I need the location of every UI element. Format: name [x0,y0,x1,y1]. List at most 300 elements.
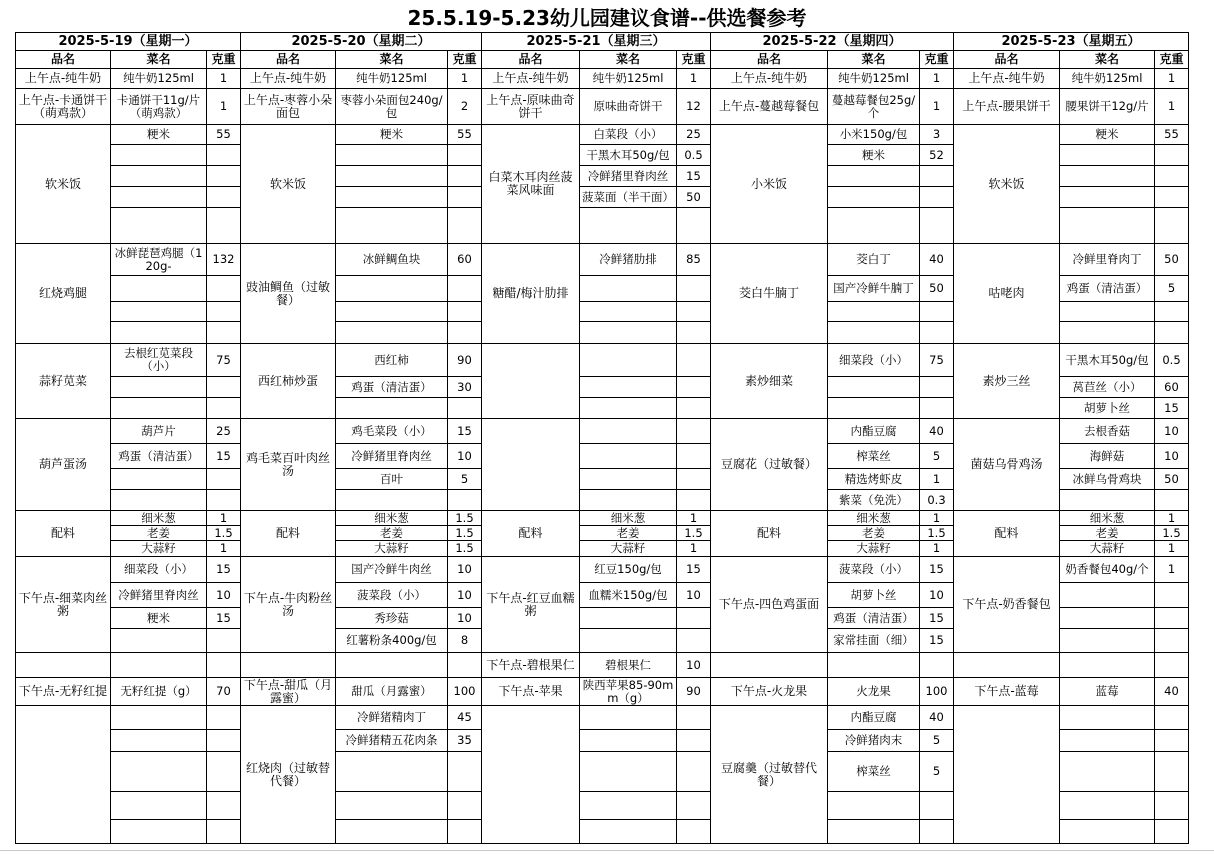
dish-name: 上午点-纯牛奶 [16,69,111,89]
ingredient-name [580,629,677,653]
ingredient-weight [677,276,711,302]
ingredient-weight: 52 [920,145,954,166]
dish-name: 下午点-四色鸡蛋面 [711,557,828,653]
dish-name: 上午点-纯牛奶 [711,69,828,89]
ingredient-name: 细菜段（小） [828,344,920,377]
ingredient-name: 细米葱 [580,511,677,526]
page-title: 25.5.19-5.23幼儿园建议食谱--供选餐参考 [407,6,807,30]
ingredient-name [111,166,207,187]
ingredient-weight: 5 [920,752,954,792]
ingredient-weight [1155,583,1189,608]
column-header-item: 品名 [482,51,580,69]
ingredient-weight [920,820,954,844]
dish-name: 配料 [241,511,336,557]
ingredient-name [336,208,448,244]
day-header: 2025-5-19（星期一） [16,33,241,51]
ingredient-name [828,187,920,208]
ingredient-name [111,208,207,244]
ingredient-weight [207,166,241,187]
dish-name: 素炒三丝 [954,344,1060,419]
dish-name: 上午点-原味曲奇饼干 [482,89,580,125]
ingredient-name [111,752,207,792]
ingredient-name: 冷鲜里脊肉丁 [1060,244,1155,276]
ingredient-name: 大蒜籽 [828,541,920,557]
ingredient-weight: 15 [207,608,241,629]
ingredient-name: 细米葱 [336,511,448,526]
ingredient-name: 海鲜菇 [1060,444,1155,469]
dish-name: 下午点-奶香餐包 [954,557,1060,653]
ingredient-weight: 15 [207,444,241,469]
ingredient-weight [677,377,711,398]
ingredient-weight [677,752,711,792]
dish-name: 下午点-蓝莓 [954,678,1060,706]
ingredient-name: 火龙果 [828,678,920,706]
ingredient-name: 鸡毛菜段（小） [336,419,448,444]
ingredient-name [336,653,448,678]
ingredient-name [336,752,448,792]
ingredient-weight [448,302,482,322]
ingredient-name: 冷鲜猪里脊肉丝 [111,583,207,608]
ingredient-name [111,792,207,820]
ingredient-name: 纯牛奶125ml [336,69,448,89]
ingredient-weight: 70 [207,678,241,706]
ingredient-name: 葫芦片 [111,419,207,444]
ingredient-name [1060,302,1155,322]
ingredient-weight [207,187,241,208]
ingredient-name [580,208,677,244]
dish-name: 上午点-蔓越莓餐包 [711,89,828,125]
ingredient-weight: 0.5 [1155,344,1189,377]
ingredient-weight [1155,792,1189,820]
ingredient-weight: 1 [207,69,241,89]
ingredient-weight: 50 [920,276,954,302]
ingredient-name [336,302,448,322]
column-header-weight: 克重 [920,51,954,69]
ingredient-weight [207,820,241,844]
ingredient-weight: 1 [1155,89,1189,125]
ingredient-weight: 75 [920,344,954,377]
ingredient-name: 去根红苋菜段（小） [111,344,207,377]
ingredient-weight: 3 [920,125,954,145]
ingredient-name [580,419,677,444]
ingredient-weight [677,469,711,490]
ingredient-weight: 55 [207,125,241,145]
ingredient-name [336,820,448,844]
ingredient-weight: 10 [677,583,711,608]
dish-name: 素炒细菜 [711,344,828,419]
ingredient-name [1060,490,1155,511]
ingredient-weight [448,276,482,302]
column-header-ingredient: 菜名 [828,51,920,69]
ingredient-weight [1155,490,1189,511]
ingredient-name: 腰果饼干12g/片 [1060,89,1155,125]
ingredient-weight: 5 [448,469,482,490]
dish-name: 上午点-纯牛奶 [954,69,1060,89]
ingredient-name [580,322,677,344]
ingredient-name [111,629,207,653]
ingredient-weight [1155,145,1189,166]
ingredient-name: 枣蓉小朵面包240g/包 [336,89,448,125]
ingredient-name [1060,752,1155,792]
ingredient-weight [207,302,241,322]
ingredient-weight [677,444,711,469]
dish-name: 上午点-枣蓉小朵面包 [241,89,336,125]
ingredient-weight [1155,653,1189,678]
ingredient-name [1060,706,1155,730]
dish-name: 下午点-苹果 [482,678,580,706]
ingredient-name: 大蒜籽 [580,541,677,557]
ingredient-weight: 15 [1155,398,1189,419]
ingredient-weight: 25 [677,125,711,145]
dish-name [954,653,1060,678]
ingredient-weight: 10 [677,653,711,678]
ingredient-weight [677,730,711,752]
ingredient-weight [448,208,482,244]
ingredient-weight: 0.3 [920,490,954,511]
ingredient-name [1060,208,1155,244]
ingredient-name: 细米葱 [828,511,920,526]
ingredient-name: 老姜 [1060,526,1155,541]
ingredient-name: 冷鲜猪肉末 [828,730,920,752]
ingredient-weight [1155,820,1189,844]
dish-name: 上午点-卡通饼干（萌鸡款） [16,89,111,125]
ingredient-weight: 5 [920,444,954,469]
dish-name: 红烧肉（过敏替代餐） [241,706,336,844]
ingredient-name [1060,583,1155,608]
dish-name [482,706,580,844]
ingredient-name [111,706,207,730]
column-header-weight: 克重 [1155,51,1189,69]
ingredient-name: 去根香菇 [1060,419,1155,444]
ingredient-name: 细米葱 [111,511,207,526]
ingredient-weight: 45 [448,706,482,730]
ingredient-name: 鸡蛋（清洁蛋） [1060,276,1155,302]
ingredient-weight [207,730,241,752]
ingredient-name: 鸡蛋（清洁蛋） [336,377,448,398]
column-header-weight: 克重 [207,51,241,69]
ingredient-weight: 1.5 [448,541,482,557]
ingredient-name [828,398,920,419]
ingredient-name: 细菜段（小） [111,557,207,583]
ingredient-name [580,752,677,792]
ingredient-weight [677,398,711,419]
ingredient-weight: 1 [1155,541,1189,557]
ingredient-name: 国产冷鲜牛腩丁 [828,276,920,302]
ingredient-name: 鸡蛋（清洁蛋） [828,608,920,629]
ingredient-weight: 8 [448,629,482,653]
column-header-ingredient: 菜名 [111,51,207,69]
ingredient-name: 冷鲜猪肋排 [580,244,677,276]
dish-name: 白菜木耳肉丝菠菜风味面 [482,125,580,244]
dish-name: 配料 [954,511,1060,557]
ingredient-name [828,792,920,820]
ingredient-name [580,377,677,398]
ingredient-name: 菠菜段（小） [828,557,920,583]
ingredient-weight: 15 [920,557,954,583]
ingredient-name [111,730,207,752]
ingredient-weight: 50 [1155,469,1189,490]
dish-name: 上午点-纯牛奶 [241,69,336,89]
ingredient-name: 榨菜丝 [828,752,920,792]
ingredient-name [1060,653,1155,678]
dish-name: 下午点-牛肉粉丝汤 [241,557,336,653]
ingredient-weight [1155,187,1189,208]
ingredient-weight: 10 [448,608,482,629]
ingredient-name: 菠菜面（半干面） [580,187,677,208]
ingredient-weight [207,276,241,302]
ingredient-name: 国产冷鲜牛肉丝 [336,557,448,583]
dish-name: 下午点-无籽红提 [16,678,111,706]
column-header-weight: 克重 [448,51,482,69]
menu-table [15,32,1189,844]
ingredient-weight: 1 [920,541,954,557]
ingredient-name [580,792,677,820]
ingredient-weight [207,208,241,244]
dish-name: 小米饭 [711,125,828,244]
ingredient-name [580,469,677,490]
ingredient-weight [448,820,482,844]
ingredient-name: 碧根果仁 [580,653,677,678]
ingredient-weight: 15 [920,629,954,653]
ingredient-weight: 25 [207,419,241,444]
ingredient-weight [677,322,711,344]
ingredient-weight [1155,322,1189,344]
ingredient-weight: 10 [1155,419,1189,444]
ingredient-name: 莴苣丝（小） [1060,377,1155,398]
ingredient-weight: 1.5 [677,526,711,541]
ingredient-name: 粳米 [111,125,207,145]
ingredient-name [828,322,920,344]
ingredient-name: 大蒜籽 [336,541,448,557]
ingredient-name [111,377,207,398]
ingredient-weight [1155,629,1189,653]
ingredient-name [111,398,207,419]
ingredient-name [580,444,677,469]
ingredient-name: 纯牛奶125ml [828,69,920,89]
ingredient-weight: 1.5 [448,511,482,526]
ingredient-name [111,276,207,302]
ingredient-weight [448,145,482,166]
ingredient-weight: 1 [677,69,711,89]
dish-name: 下午点-细菜肉丝粥 [16,557,111,653]
ingredient-weight: 60 [448,244,482,276]
ingredient-name: 菠菜段（小） [336,583,448,608]
ingredient-weight: 10 [920,583,954,608]
column-header-item: 品名 [711,51,828,69]
ingredient-name [111,322,207,344]
ingredient-weight [920,377,954,398]
ingredient-name [828,208,920,244]
ingredient-weight [207,653,241,678]
dish-name [16,653,111,678]
ingredient-weight [1155,706,1189,730]
ingredient-name [828,820,920,844]
ingredient-weight: 90 [677,678,711,706]
ingredient-weight [207,792,241,820]
column-header-item: 品名 [241,51,336,69]
ingredient-name: 大蒜籽 [1060,541,1155,557]
ingredient-name: 冷鲜猪精五花肉条 [336,730,448,752]
ingredient-weight [920,302,954,322]
dish-name: 下午点-甜瓜（月露蜜） [241,678,336,706]
dish-name: 下午点-红豆血糯粥 [482,557,580,653]
ingredient-name: 冰鲜琵琶鸡腿（120g- [111,244,207,276]
ingredient-weight: 1 [207,541,241,557]
ingredient-name: 蔓越莓餐包25g/个 [828,89,920,125]
ingredient-weight: 35 [448,730,482,752]
ingredient-name [580,706,677,730]
ingredient-name: 鸡蛋（清洁蛋） [111,444,207,469]
ingredient-name: 血糯米150g/包 [580,583,677,608]
dish-name: 配料 [711,511,828,557]
ingredient-weight [920,398,954,419]
ingredient-name: 小米150g/包 [828,125,920,145]
dish-name: 红烧鸡腿 [16,244,111,344]
dish-name: 下午点-碧根果仁 [482,653,580,678]
ingredient-weight: 1 [207,89,241,125]
ingredient-weight: 1 [920,89,954,125]
ingredient-name: 干黑木耳50g/包 [1060,344,1155,377]
ingredient-weight: 12 [677,89,711,125]
ingredient-name: 粳米 [336,125,448,145]
dish-name: 软米饭 [954,125,1060,244]
ingredient-name [111,469,207,490]
ingredient-name: 老姜 [828,526,920,541]
dish-name: 配料 [16,511,111,557]
dish-name: 西红柿炒蛋 [241,344,336,419]
ingredient-weight: 75 [207,344,241,377]
dish-name: 葫芦蛋汤 [16,419,111,511]
ingredient-name: 蓝莓 [1060,678,1155,706]
ingredient-name: 家常挂面（细） [828,629,920,653]
ingredient-weight [677,629,711,653]
ingredient-name [336,145,448,166]
ingredient-name [580,608,677,629]
ingredient-weight [207,490,241,511]
ingredient-weight: 40 [920,706,954,730]
ingredient-weight [920,792,954,820]
ingredient-name: 甜瓜（月露蜜） [336,678,448,706]
ingredient-name: 冷鲜猪精肉丁 [336,706,448,730]
ingredient-weight: 100 [920,678,954,706]
dish-name: 下午点-火龙果 [711,678,828,706]
ingredient-weight [1155,730,1189,752]
dish-name [241,653,336,678]
ingredient-weight: 55 [448,125,482,145]
ingredient-weight [207,145,241,166]
ingredient-weight [920,322,954,344]
ingredient-weight [677,208,711,244]
ingredient-name [828,377,920,398]
dish-name: 菌菇乌骨鸡汤 [954,419,1060,511]
dish-name: 配料 [482,511,580,557]
ingredient-weight [920,187,954,208]
ingredient-weight [207,629,241,653]
ingredient-name: 红豆150g/包 [580,557,677,583]
ingredient-name [111,302,207,322]
ingredient-name: 老姜 [111,526,207,541]
ingredient-weight: 40 [1155,678,1189,706]
ingredient-name [1060,820,1155,844]
ingredient-weight [677,419,711,444]
ingredient-name [111,187,207,208]
ingredient-name: 精选烤虾皮 [828,469,920,490]
ingredient-name: 秀珍菇 [336,608,448,629]
ingredient-weight: 40 [920,244,954,276]
ingredient-name [580,820,677,844]
ingredient-name: 红薯粉条400g/包 [336,629,448,653]
ingredient-weight: 1 [920,69,954,89]
ingredient-name [580,344,677,377]
ingredient-name [580,302,677,322]
ingredient-weight: 30 [448,377,482,398]
ingredient-weight [677,792,711,820]
ingredient-weight [448,322,482,344]
ingredient-name [828,302,920,322]
ingredient-weight: 10 [1155,444,1189,469]
ingredient-name: 紫菜（免洗） [828,490,920,511]
ingredient-name: 老姜 [580,526,677,541]
ingredient-weight [920,653,954,678]
ingredient-name [336,276,448,302]
ingredient-name: 老姜 [336,526,448,541]
ingredient-weight [448,653,482,678]
ingredient-weight: 0.5 [677,145,711,166]
ingredient-weight: 55 [1155,125,1189,145]
column-header-ingredient: 菜名 [336,51,448,69]
dish-name [16,706,111,844]
ingredient-name [580,730,677,752]
ingredient-weight: 15 [920,608,954,629]
dish-name: 豉油鲷鱼（过敏餐） [241,244,336,344]
day-header: 2025-5-21（星期三） [482,33,711,51]
ingredient-name: 榨菜丝 [828,444,920,469]
dish-name [482,419,580,511]
ingredient-weight: 90 [448,344,482,377]
ingredient-weight [1155,608,1189,629]
ingredient-name: 内酯豆腐 [828,706,920,730]
ingredient-name [336,187,448,208]
ingredient-name [1060,730,1155,752]
ingredient-weight: 40 [920,419,954,444]
ingredient-weight [207,706,241,730]
dish-name: 软米饭 [16,125,111,244]
ingredient-name: 胡萝卜丝 [1060,398,1155,419]
ingredient-weight: 1 [677,511,711,526]
ingredient-name: 百叶 [336,469,448,490]
dish-name: 鸡毛菜百叶肉丝汤 [241,419,336,511]
ingredient-weight [677,706,711,730]
ingredient-name [111,145,207,166]
dish-name: 上午点-纯牛奶 [482,69,580,89]
column-header-item: 品名 [954,51,1060,69]
ingredient-name [111,820,207,844]
ingredient-name: 纯牛奶125ml [1060,69,1155,89]
ingredient-weight: 5 [1155,276,1189,302]
ingredient-weight: 2 [448,89,482,125]
ingredient-weight [448,752,482,792]
ingredient-weight: 15 [677,557,711,583]
ingredient-weight [677,820,711,844]
ingredient-name [828,166,920,187]
ingredient-name [111,653,207,678]
ingredient-name [1060,322,1155,344]
ingredient-weight: 100 [448,678,482,706]
ingredient-weight: 60 [1155,377,1189,398]
ingredient-name: 粳米 [828,145,920,166]
day-header: 2025-5-23（星期五） [954,33,1189,51]
ingredient-name [828,653,920,678]
